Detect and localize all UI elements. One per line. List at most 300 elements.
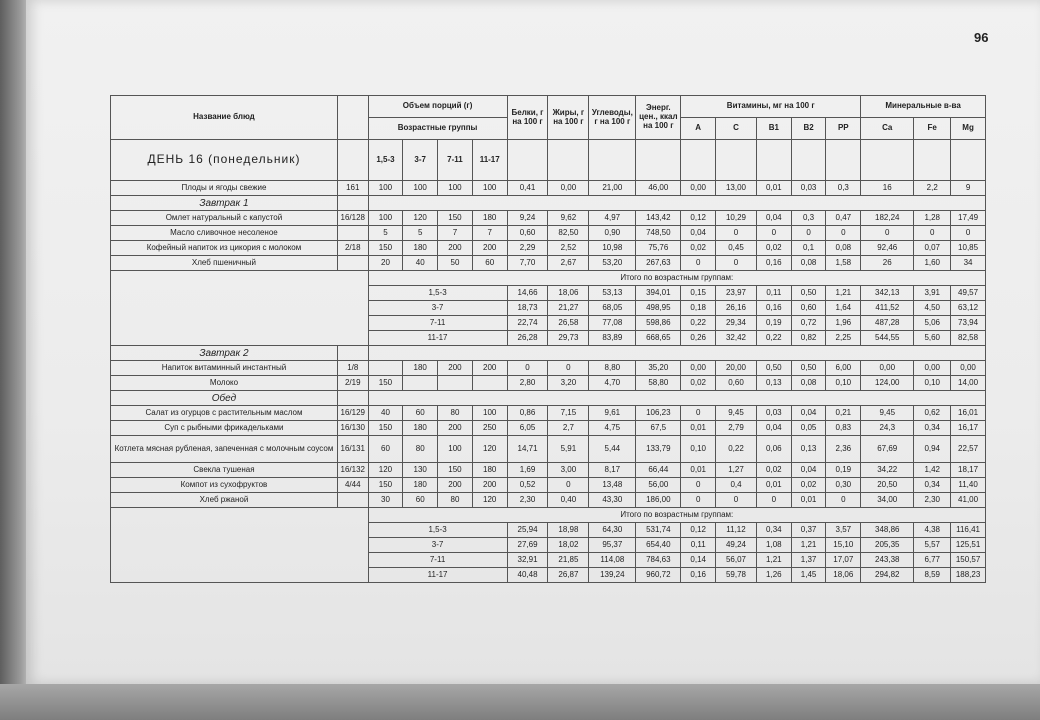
- portion-value: 80: [438, 406, 473, 421]
- totals-age-group: 11-17: [368, 331, 507, 346]
- nutrient-value: 0: [951, 226, 986, 241]
- nutrient-total: 63,12: [951, 301, 986, 316]
- nutrient-value: 0,02: [756, 241, 791, 256]
- nutrient-value: 182,24: [861, 211, 914, 226]
- nutrient-total: 59,78: [716, 568, 757, 583]
- portion-value: 150: [368, 478, 403, 493]
- nutrient-total: 0,22: [756, 331, 791, 346]
- nutrient-total: 64,30: [589, 523, 636, 538]
- portion-value: 60: [403, 493, 438, 508]
- nutrient-value: 2,2: [914, 181, 951, 196]
- dish-name: Плоды и ягоды свежие: [111, 181, 338, 196]
- nutrient-value: 0,01: [681, 463, 716, 478]
- portion-value: 7: [438, 226, 473, 241]
- nutrient-value: 9,62: [548, 211, 589, 226]
- nutrient-total: 1,37: [791, 553, 826, 568]
- nutrient-value: 0,4: [716, 478, 757, 493]
- header-mineral-mg: Mg: [951, 118, 986, 140]
- energy-value: 35,20: [636, 361, 681, 376]
- nutrient-value: 0,03: [791, 181, 826, 196]
- nutrient-value: 1,27: [716, 463, 757, 478]
- nutrient-value: 13,00: [716, 181, 757, 196]
- nutrient-total: 11,12: [716, 523, 757, 538]
- nutrient-value: 9: [951, 181, 986, 196]
- nutrient-total: 188,23: [951, 568, 986, 583]
- nutrient-value: 4,75: [589, 421, 636, 436]
- portion-value: 150: [368, 376, 403, 391]
- nutrient-value: 53,20: [589, 256, 636, 271]
- nutrient-value: 3,20: [548, 376, 589, 391]
- dish-name: Компот из сухофруктов: [111, 478, 338, 493]
- energy-total: 498,95: [636, 301, 681, 316]
- nutrient-total: 0,19: [756, 316, 791, 331]
- nutrient-value: 0,01: [756, 181, 791, 196]
- nutrient-value: 0,62: [914, 406, 951, 421]
- dish-name: Салат из огурцов с растительным маслом: [111, 406, 338, 421]
- nutrient-total: 14,66: [507, 286, 548, 301]
- nutrient-value: 0,00: [914, 361, 951, 376]
- portion-value: 200: [472, 241, 507, 256]
- nutrient-total: 150,57: [951, 553, 986, 568]
- nutrient-value: 1,60: [914, 256, 951, 271]
- nutrient-value: 43,30: [589, 493, 636, 508]
- menu-table: [110, 95, 986, 583]
- nutrient-value: 0,45: [716, 241, 757, 256]
- nutrient-value: 6,05: [507, 421, 548, 436]
- nutrient-value: 0,00: [681, 181, 716, 196]
- header-protein: Белки, г на 100 г: [507, 96, 548, 140]
- totals-title: Итого по возрастным группам:: [368, 271, 985, 286]
- page-number: 96: [974, 30, 989, 45]
- nutrient-total: 21,85: [548, 553, 589, 568]
- nutrient-total: 22,74: [507, 316, 548, 331]
- nutrient-total: 40,48: [507, 568, 548, 583]
- portion-value: 180: [403, 361, 438, 376]
- nutrient-total: 342,13: [861, 286, 914, 301]
- section-breakfast-1: Завтрак 1: [111, 196, 338, 211]
- nutrient-total: 21,27: [548, 301, 589, 316]
- nutrient-value: 0,01: [681, 421, 716, 436]
- energy-total: 394,01: [636, 286, 681, 301]
- header-age-groups: Возрастные группы: [368, 118, 507, 140]
- table-row: [111, 226, 986, 241]
- nutrient-value: 1,28: [914, 211, 951, 226]
- portion-value: 60: [368, 436, 403, 463]
- portion-value: 100: [438, 436, 473, 463]
- nutrient-total: 0,26: [681, 331, 716, 346]
- portion-value: 100: [403, 181, 438, 196]
- nutrient-total: 0,50: [791, 286, 826, 301]
- portion-value: 250: [472, 421, 507, 436]
- portion-value: 120: [368, 463, 403, 478]
- table-row: [111, 406, 986, 421]
- nutrient-value: 7,15: [548, 406, 589, 421]
- nutrient-value: 0,04: [791, 463, 826, 478]
- nutrient-total: 26,28: [507, 331, 548, 346]
- nutrient-value: 0,12: [681, 211, 716, 226]
- nutrient-value: 0: [791, 226, 826, 241]
- table-row: [111, 421, 986, 436]
- nutrient-value: 0: [681, 478, 716, 493]
- nutrient-value: 0,34: [914, 421, 951, 436]
- nutrient-total: 5,57: [914, 538, 951, 553]
- header-name: Название блюд: [111, 96, 338, 140]
- dish-name: Напиток витаминный инстантный: [111, 361, 338, 376]
- table-row: [111, 211, 986, 226]
- age-group-header: 11-17: [472, 140, 507, 181]
- nutrient-value: 7,70: [507, 256, 548, 271]
- nutrient-total: 1,21: [791, 538, 826, 553]
- nutrient-value: 4,97: [589, 211, 636, 226]
- nutrient-value: 2,29: [507, 241, 548, 256]
- portion-value: 200: [472, 478, 507, 493]
- recipe-number: 2/18: [337, 241, 368, 256]
- portion-value: 150: [368, 421, 403, 436]
- nutrient-total: 0,37: [791, 523, 826, 538]
- energy-value: 56,00: [636, 478, 681, 493]
- nutrient-value: 0: [756, 493, 791, 508]
- dish-name: Свекла тушеная: [111, 463, 338, 478]
- nutrient-value: 0,02: [756, 463, 791, 478]
- nutrient-total: 1,26: [756, 568, 791, 583]
- nutrient-value: 0,00: [681, 361, 716, 376]
- nutrient-total: 0,15: [681, 286, 716, 301]
- nutrient-value: 0: [681, 256, 716, 271]
- age-group-header: 1,5-3: [368, 140, 403, 181]
- nutrient-value: 4,70: [589, 376, 636, 391]
- dish-name: Суп с рыбными фрикадельками: [111, 421, 338, 436]
- header-vitamin-a: A: [681, 118, 716, 140]
- nutrient-value: 0,02: [791, 478, 826, 493]
- recipe-number: 4/44: [337, 478, 368, 493]
- table-row: [111, 478, 986, 493]
- nutrient-value: 9,45: [716, 406, 757, 421]
- nutrient-total: 29,34: [716, 316, 757, 331]
- nutrient-value: 0,02: [681, 376, 716, 391]
- energy-total: 960,72: [636, 568, 681, 583]
- table-row: [111, 493, 986, 508]
- nutrient-value: 0,03: [756, 406, 791, 421]
- nutrient-value: 0,04: [681, 226, 716, 241]
- portion-value: 130: [403, 463, 438, 478]
- nutrient-total: 26,58: [548, 316, 589, 331]
- header-portion: Объем порций (г): [368, 96, 507, 118]
- nutrient-total: 0,11: [681, 538, 716, 553]
- table-row: [111, 376, 986, 391]
- energy-value: 66,44: [636, 463, 681, 478]
- nutrient-value: 0,50: [791, 361, 826, 376]
- nutrient-total: 116,41: [951, 523, 986, 538]
- nutrient-value: 0,08: [791, 376, 826, 391]
- portion-value: 150: [438, 211, 473, 226]
- dish-name: Омлет натуральный с капустой: [111, 211, 338, 226]
- nutrient-total: 83,89: [589, 331, 636, 346]
- nutrient-total: 3,91: [914, 286, 951, 301]
- portion-value: 50: [438, 256, 473, 271]
- header-vitamin-pp: PP: [826, 118, 861, 140]
- recipe-number: 16/129: [337, 406, 368, 421]
- nutrient-total: 0,16: [681, 568, 716, 583]
- nutrient-value: 0,00: [951, 361, 986, 376]
- energy-total: 784,63: [636, 553, 681, 568]
- totals-age-group: 1,5-3: [368, 286, 507, 301]
- portion-value: 80: [438, 493, 473, 508]
- nutrient-value: 0,01: [756, 478, 791, 493]
- energy-value: 186,00: [636, 493, 681, 508]
- nutrient-value: 14,71: [507, 436, 548, 463]
- energy-total: 531,74: [636, 523, 681, 538]
- energy-value: 267,63: [636, 256, 681, 271]
- portion-value: 40: [368, 406, 403, 421]
- nutrient-value: 13,48: [589, 478, 636, 493]
- portion-value: 200: [438, 478, 473, 493]
- nutrient-value: 2,36: [826, 436, 861, 463]
- nutrient-value: 41,00: [951, 493, 986, 508]
- nutrient-total: 95,37: [589, 538, 636, 553]
- nutrient-total: 82,58: [951, 331, 986, 346]
- recipe-number: [337, 493, 368, 508]
- dish-name: Молоко: [111, 376, 338, 391]
- nutrient-value: 0: [716, 226, 757, 241]
- nutrient-value: 0: [716, 256, 757, 271]
- header-vitamin-c: C: [716, 118, 757, 140]
- nutrient-value: 0,34: [914, 478, 951, 493]
- nutrient-value: 0,86: [507, 406, 548, 421]
- nutrient-value: 6,00: [826, 361, 861, 376]
- dish-name: Хлеб пшеничный: [111, 256, 338, 271]
- nutrient-value: 8,17: [589, 463, 636, 478]
- nutrient-value: 0,04: [756, 211, 791, 226]
- recipe-number: [337, 256, 368, 271]
- nutrient-value: 1,58: [826, 256, 861, 271]
- nutrient-value: 0,10: [826, 376, 861, 391]
- nutrient-total: 49,57: [951, 286, 986, 301]
- recipe-number: 16/132: [337, 463, 368, 478]
- nutrient-total: 5,60: [914, 331, 951, 346]
- portion-value: 180: [403, 421, 438, 436]
- nutrient-total: 0,12: [681, 523, 716, 538]
- nutrient-total: 0,18: [681, 301, 716, 316]
- nutrient-value: 0,01: [791, 493, 826, 508]
- nutrient-value: 2,80: [507, 376, 548, 391]
- nutrient-value: 10,98: [589, 241, 636, 256]
- nutrient-value: 0,08: [826, 241, 861, 256]
- recipe-number: 2/19: [337, 376, 368, 391]
- portion-value: 120: [472, 493, 507, 508]
- nutrient-value: 0,19: [826, 463, 861, 478]
- nutrient-value: 2,67: [548, 256, 589, 271]
- nutrient-total: 18,02: [548, 538, 589, 553]
- portion-value: 100: [368, 211, 403, 226]
- nutrient-total: 348,86: [861, 523, 914, 538]
- recipe-number: [337, 226, 368, 241]
- nutrient-value: 0,07: [914, 241, 951, 256]
- nutrient-total: 0,22: [681, 316, 716, 331]
- nutrient-value: 0,1: [791, 241, 826, 256]
- nutrient-total: 243,38: [861, 553, 914, 568]
- portion-value: 180: [472, 463, 507, 478]
- nutrient-total: 32,42: [716, 331, 757, 346]
- nutrient-total: 0,34: [756, 523, 791, 538]
- nutrient-total: 1,45: [791, 568, 826, 583]
- nutrient-total: 25,94: [507, 523, 548, 538]
- energy-value: 75,76: [636, 241, 681, 256]
- portion-value: 200: [438, 361, 473, 376]
- portion-value: [403, 376, 438, 391]
- header-minerals: Минеральные в-ва: [861, 96, 986, 118]
- nutrient-total: 26,16: [716, 301, 757, 316]
- nutrient-value: 16: [861, 181, 914, 196]
- nutrient-value: 21,00: [589, 181, 636, 196]
- nutrient-value: 0,3: [826, 181, 861, 196]
- recipe-number: 16/128: [337, 211, 368, 226]
- nutrient-value: 0: [548, 478, 589, 493]
- portion-value: 180: [472, 211, 507, 226]
- header-vitamins: Витамины, мг на 100 г: [681, 96, 861, 118]
- energy-total: 654,40: [636, 538, 681, 553]
- portion-value: 40: [403, 256, 438, 271]
- nutrient-value: 2,7: [548, 421, 589, 436]
- dish-name: Кофейный напиток из цикория с молоком: [111, 241, 338, 256]
- portion-value: 100: [368, 181, 403, 196]
- nutrient-value: 0,02: [681, 241, 716, 256]
- nutrient-total: 0,16: [756, 301, 791, 316]
- nutrient-value: 0,52: [507, 478, 548, 493]
- nutrient-value: 0: [826, 493, 861, 508]
- dish-name: Масло сливочное несоленое: [111, 226, 338, 241]
- nutrient-value: 2,30: [507, 493, 548, 508]
- nutrient-value: 5,44: [589, 436, 636, 463]
- nutrient-total: 3,57: [826, 523, 861, 538]
- nutrient-value: 92,46: [861, 241, 914, 256]
- nutrient-value: 0,3: [791, 211, 826, 226]
- nutrient-total: 68,05: [589, 301, 636, 316]
- recipe-number: 16/130: [337, 421, 368, 436]
- energy-value: 106,23: [636, 406, 681, 421]
- nutrient-value: 16,01: [951, 406, 986, 421]
- nutrient-value: 34,22: [861, 463, 914, 478]
- nutrient-value: 18,17: [951, 463, 986, 478]
- nutrient-value: 1,42: [914, 463, 951, 478]
- nutrient-total: 8,59: [914, 568, 951, 583]
- nutrient-total: 23,97: [716, 286, 757, 301]
- nutrient-value: 0: [681, 493, 716, 508]
- nutrient-value: 0,83: [826, 421, 861, 436]
- portion-value: [438, 376, 473, 391]
- nutrient-value: 0: [681, 406, 716, 421]
- nutrient-total: 18,06: [826, 568, 861, 583]
- scanner-bottom-edge: [0, 684, 1040, 720]
- dish-name: Котлета мясная рубленая, запеченная с молочным соусом: [111, 436, 338, 463]
- portion-value: 20: [368, 256, 403, 271]
- nutrient-value: 0,47: [826, 211, 861, 226]
- header-fat: Жиры, г на 100 г: [548, 96, 589, 140]
- nutrient-value: 14,00: [951, 376, 986, 391]
- nutrient-value: 0,94: [914, 436, 951, 463]
- nutrient-value: 22,57: [951, 436, 986, 463]
- nutrient-value: 16,17: [951, 421, 986, 436]
- nutrient-value: 0: [861, 226, 914, 241]
- nutrient-value: 0,30: [826, 478, 861, 493]
- nutrient-value: 0,04: [791, 406, 826, 421]
- nutrient-value: 9,61: [589, 406, 636, 421]
- portion-value: 180: [403, 478, 438, 493]
- nutrient-value: 10,85: [951, 241, 986, 256]
- portion-value: 5: [368, 226, 403, 241]
- energy-value: 58,80: [636, 376, 681, 391]
- portion-value: 120: [472, 436, 507, 463]
- totals-age-group: 11-17: [368, 568, 507, 583]
- nutrient-total: 2,25: [826, 331, 861, 346]
- nutrient-value: 2,79: [716, 421, 757, 436]
- age-group-header: 7-11: [438, 140, 473, 181]
- nutrient-value: 24,3: [861, 421, 914, 436]
- nutrient-total: 544,55: [861, 331, 914, 346]
- totals-age-group: 3-7: [368, 301, 507, 316]
- energy-total: 598,86: [636, 316, 681, 331]
- nutrient-value: 0: [548, 361, 589, 376]
- nutrient-total: 139,24: [589, 568, 636, 583]
- nutrient-total: 0,14: [681, 553, 716, 568]
- energy-value: 46,00: [636, 181, 681, 196]
- table-row: [111, 361, 986, 376]
- day-title: ДЕНЬ 16 (понедельник): [111, 140, 338, 181]
- nutrient-total: 4,38: [914, 523, 951, 538]
- nutrient-value: 11,40: [951, 478, 986, 493]
- nutrient-value: 0,00: [861, 361, 914, 376]
- nutrient-value: 0: [716, 493, 757, 508]
- nutrient-total: 29,73: [548, 331, 589, 346]
- portion-value: [472, 376, 507, 391]
- nutrient-value: 2,30: [914, 493, 951, 508]
- header-mineral-ca: Ca: [861, 118, 914, 140]
- nutrient-value: 0,13: [791, 436, 826, 463]
- header-vitamin-b1: B1: [756, 118, 791, 140]
- nutrient-total: 77,08: [589, 316, 636, 331]
- nutrient-value: 0,60: [507, 226, 548, 241]
- nutrient-value: 0,00: [548, 181, 589, 196]
- nutrient-value: 0: [914, 226, 951, 241]
- portion-value: [368, 361, 403, 376]
- nutrient-total: 125,51: [951, 538, 986, 553]
- nutrient-value: 67,69: [861, 436, 914, 463]
- nutrient-total: 294,82: [861, 568, 914, 583]
- portion-value: 200: [472, 361, 507, 376]
- nutrient-total: 1,21: [826, 286, 861, 301]
- nutrient-total: 17,07: [826, 553, 861, 568]
- table-row: [111, 256, 986, 271]
- nutrient-value: 9,24: [507, 211, 548, 226]
- nutrient-value: 0,21: [826, 406, 861, 421]
- nutrient-total: 114,08: [589, 553, 636, 568]
- portion-value: 100: [438, 181, 473, 196]
- nutrient-value: 20,50: [861, 478, 914, 493]
- nutrient-total: 1,08: [756, 538, 791, 553]
- section-lunch: Обед: [111, 391, 338, 406]
- nutrient-total: 53,13: [589, 286, 636, 301]
- nutrient-value: 0,90: [589, 226, 636, 241]
- energy-total: 668,65: [636, 331, 681, 346]
- table-row: [111, 181, 986, 196]
- nutrient-value: 0,05: [791, 421, 826, 436]
- nutrient-value: 0,04: [756, 421, 791, 436]
- nutrient-total: 18,98: [548, 523, 589, 538]
- nutrient-total: 487,28: [861, 316, 914, 331]
- nutrient-total: 1,96: [826, 316, 861, 331]
- nutrient-total: 73,94: [951, 316, 986, 331]
- recipe-number: 161: [337, 181, 368, 196]
- portion-value: 30: [368, 493, 403, 508]
